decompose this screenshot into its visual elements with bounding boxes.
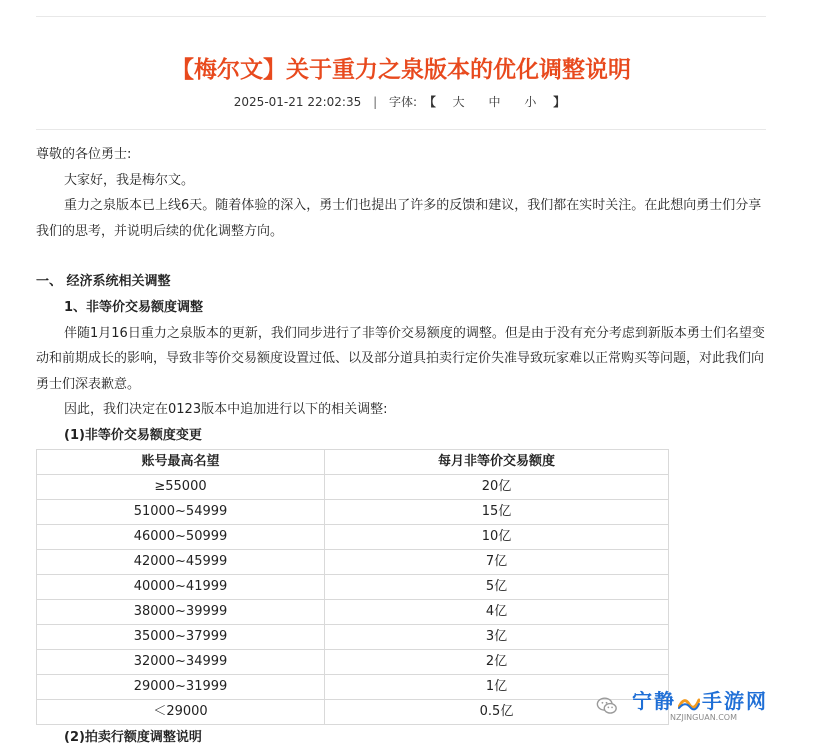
section-1-heading: 一、 经济系统相关调整 <box>36 274 171 290</box>
table-header-row <box>37 449 669 474</box>
paragraph-quota-adjustment: 伴随1月16日重力之泉版本的更新，我们同步进行了非等价交易额度的调整。但是由于没有充分考虑到新版本勇士们名望变动和前期成长的影响，导致非等价交易额度设置过低、以及部分道具拍卖行定价失准导致玩家难以正常购买等问题，对此我们向勇士们深表歉意。 <box>36 325 765 392</box>
intro-paragraph-2: 重力之泉版本已上线6天。随着体验的深入，勇士们也提出了许多的反馈和建议，我们都在实时关注。在此想向勇士们分享我们的思考，并说明后续的优化调整方向。 <box>36 198 762 239</box>
quota-cell: 2亿 <box>325 649 669 674</box>
watermark-text <box>632 689 768 723</box>
quota-cell: 1亿 <box>325 674 669 699</box>
table-row <box>37 499 669 524</box>
quota-cell: 7亿 <box>325 549 669 574</box>
font-size-large[interactable]: 大 <box>452 95 465 109</box>
header-fame: 账号最高名望 <box>37 449 325 474</box>
fame-cell: 32000~34999 <box>37 649 325 674</box>
font-size-label: 字体: <box>388 95 417 109</box>
fame-cell: 35000~37999 <box>37 624 325 649</box>
fame-cell: 38000~39999 <box>37 599 325 624</box>
font-size-small[interactable]: 小 <box>524 95 537 109</box>
table-row <box>37 599 669 624</box>
fame-cell: 46000~50999 <box>37 524 325 549</box>
watermark-name <box>632 689 768 713</box>
table-row <box>37 624 669 649</box>
table-row <box>37 474 669 499</box>
fame-cell: 29000~31999 <box>37 674 325 699</box>
quota-cell: 20亿 <box>325 474 669 499</box>
publish-datetime: 2025-01-21 22:02:35 <box>233 95 362 109</box>
quota-cell: 5亿 <box>325 574 669 599</box>
quota-cell: 3亿 <box>325 624 669 649</box>
quota-cell: 15亿 <box>325 499 669 524</box>
quota-table <box>36 449 669 725</box>
fame-cell: 40000~41999 <box>37 574 325 599</box>
font-size-medium[interactable]: 中 <box>488 95 501 109</box>
greeting: 尊敬的各位勇士: <box>36 147 132 162</box>
spacer <box>36 244 766 269</box>
site-watermark <box>596 684 802 728</box>
fame-cell: 42000~45999 <box>37 549 325 574</box>
watermark-name-part1: 宁静 <box>632 689 676 713</box>
table-heading: (1)非等价交易额度变更 <box>64 427 202 443</box>
meta-separator: | <box>373 95 378 109</box>
meta-divider <box>36 129 766 130</box>
table-row <box>37 549 669 574</box>
table-row <box>37 699 669 724</box>
quota-cell: 4亿 <box>325 599 669 624</box>
wechat-icon <box>596 695 618 717</box>
article-body <box>36 142 766 750</box>
top-divider <box>36 16 766 17</box>
table-row <box>37 649 669 674</box>
watermark-domain: NZJINGUAN.COM <box>670 713 738 722</box>
table-row <box>37 674 669 699</box>
paragraph-decision: 因此，我们决定在0123版本中追加进行以下的相关调整: <box>64 402 388 418</box>
bracket-open: 【 <box>423 95 436 109</box>
wave-logo-icon <box>678 695 700 711</box>
table-row <box>37 524 669 549</box>
quota-cell: 10亿 <box>325 524 669 549</box>
article-title: 【梅尔文】关于重力之泉版本的优化调整说明 <box>171 57 631 83</box>
fame-cell: ≥55000 <box>37 474 325 499</box>
intro-paragraph-1: 大家好，我是梅尔文。 <box>64 172 195 188</box>
fame-cell: ＜29000 <box>37 699 325 724</box>
watermark-name-part2: 手游网 <box>702 689 768 713</box>
fame-cell: 51000~54999 <box>37 499 325 524</box>
subsection-1-heading: 1、非等价交易额度调整 <box>64 299 204 315</box>
article-meta <box>36 92 766 112</box>
next-heading-partial: (2)拍卖行额度调整说明 <box>64 729 202 745</box>
bracket-close: 】 <box>553 95 566 109</box>
quota-cell: 0.5亿 <box>325 699 669 724</box>
table-row <box>37 574 669 599</box>
header-quota: 每月非等价交易额度 <box>325 449 669 474</box>
